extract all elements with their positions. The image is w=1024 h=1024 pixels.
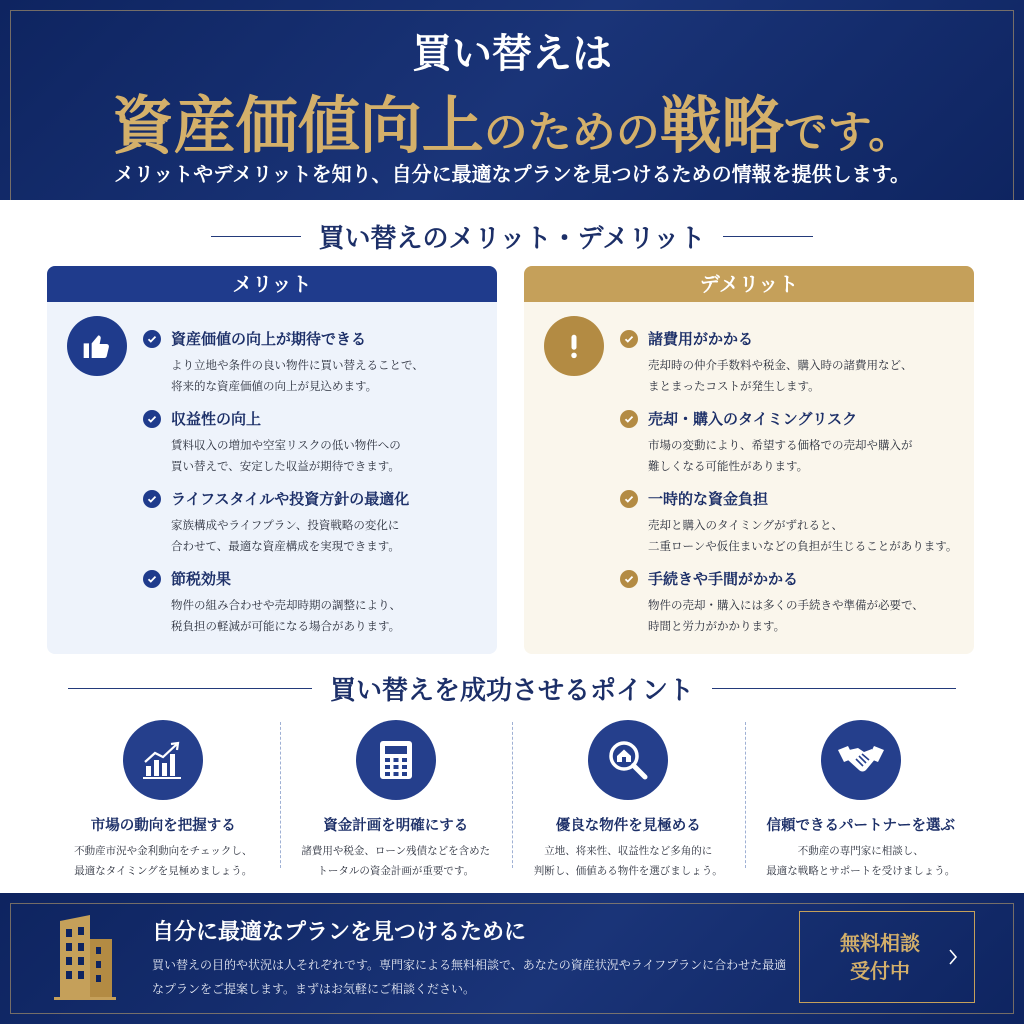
merit-panel: [47, 266, 497, 654]
thumbs-up-icon: [67, 316, 127, 376]
cta-line: 受付中: [850, 959, 910, 983]
exclamation-icon: [544, 316, 604, 376]
section-title: 買い替えを成功させるポイント: [329, 675, 694, 706]
point-desc: [512, 841, 745, 881]
demerit-item: [620, 328, 970, 397]
check-icon: [143, 330, 161, 348]
desc-line: 物件の組み合わせや売却時期の調整により、: [171, 598, 401, 612]
merit-item-desc: [171, 435, 493, 477]
demerit-item: [620, 488, 970, 557]
hero-subtitle: メリットやデメリットを知り、自分に最適なプランを見つけるための情報を提供します。: [114, 162, 910, 186]
point-title: 優良な物件を見極める: [555, 818, 701, 834]
hero-title-line1: 買い替えは: [412, 30, 612, 77]
building-icon: [46, 913, 118, 1005]
desc-line: 判断し、価値ある物件を選びましょう。: [533, 865, 723, 877]
desc-line: より立地や条件の良い物件に買い替えることで、: [171, 358, 424, 372]
desc-line: 二重ローンや仮住まいなどの負担が生じることがあります。: [648, 539, 958, 553]
section-heading-points: [0, 670, 1024, 706]
desc-line: 税負担の軽減が可能になる場合があります。: [171, 619, 401, 633]
demerit-item: [620, 408, 970, 477]
point-title: 市場の動向を把握する: [90, 818, 236, 834]
section-heading-merit-demerit: [0, 218, 1024, 254]
bar-chart-icon: [123, 720, 203, 800]
desc-line: 最適な戦略とサポートを受けましょう。: [766, 865, 956, 877]
desc-line: まとまったコストが発生します。: [648, 379, 820, 393]
desc-line: 市場の変動により、希望する価格での売却や購入が: [648, 438, 913, 452]
demerit-item-title-row: [620, 328, 970, 349]
desc-line: 時間と労力がかかります。: [648, 619, 786, 633]
calculator-icon: [356, 720, 436, 800]
merit-item-title: 資産価値の向上が期待できる: [171, 330, 367, 348]
point-title: 信頼できるパートナーを選ぶ: [766, 818, 955, 834]
check-icon: [620, 490, 638, 508]
point-title: 資金計画を明確にする: [323, 818, 469, 834]
check-icon: [620, 410, 638, 428]
handshake-icon: [821, 720, 901, 800]
desc-line: 売却時の仲介手数料や税金、購入時の諸費用など、: [648, 358, 913, 372]
cta-line: 無料相談: [840, 931, 920, 955]
merit-item: [143, 488, 493, 557]
hero-title-part: のための: [483, 107, 660, 158]
footer-title: 自分に最適なプランを見つけるために: [152, 920, 527, 945]
cta-label: [830, 929, 930, 985]
merit-item-title-row: [143, 408, 493, 429]
demerit-item-title: 一時的な資金負担: [648, 490, 769, 508]
desc-line: 最適なタイミングを見極めましょう。: [74, 865, 253, 877]
merit-heading: メリット: [47, 266, 497, 302]
heading-rule: [712, 688, 956, 689]
check-icon: [143, 490, 161, 508]
point-desc: [47, 841, 280, 881]
merit-item-title-row: [143, 568, 493, 589]
demerit-item-desc: [648, 435, 970, 477]
demerit-item-title-row: [620, 568, 970, 589]
merit-item-desc: [171, 355, 493, 397]
demerit-item-desc: [648, 515, 970, 557]
demerit-heading: デメリット: [524, 266, 974, 302]
free-consultation-button[interactable]: [799, 911, 975, 1003]
demerit-item-title: 諸費用がかかる: [648, 330, 754, 348]
merit-item-title: 節税効果: [171, 570, 232, 588]
demerit-item-desc: [648, 355, 970, 397]
desc-line: 買い替えで、安定した収益が期待できます。: [171, 459, 400, 473]
demerit-item-title: 売却・購入のタイミングリスク: [648, 410, 858, 428]
heading-rule: [68, 688, 312, 689]
merit-item-title: ライフスタイルや投資方針の最適化: [171, 490, 410, 508]
merit-item: [143, 328, 493, 397]
demerit-item-title: 手続きや手間がかかる: [648, 570, 799, 588]
desc-line: 難しくなる可能性があります。: [648, 459, 809, 473]
demerit-item-title-row: [620, 408, 970, 429]
demerit-item-title-row: [620, 488, 970, 509]
demerit-item-desc: [648, 595, 970, 637]
demerit-panel: [524, 266, 974, 654]
merit-item-desc: [171, 595, 493, 637]
desc-line: 将来的な資産価値の向上が見込めます。: [171, 379, 378, 393]
desc-line: トータルの資金計画が重要です。: [317, 865, 475, 877]
heading-rule: [723, 236, 813, 237]
house-magnifier-icon: [588, 720, 668, 800]
check-icon: [620, 330, 638, 348]
desc-line: 家族構成やライフプラン、投資戦略の変化に: [171, 518, 400, 532]
heading-rule: [211, 236, 301, 237]
section-title: 買い替えのメリット・デメリット: [318, 223, 706, 254]
footer-description: 買い替えの目的や状況は人それぞれです。専門家による無料相談で、あなたの資産状況やライフプランに合わせた最適なプランをご提案します。まずはお気軽にご相談ください。: [152, 958, 787, 996]
merit-item: [143, 408, 493, 477]
hero-title-part: 資産価値向上: [111, 89, 484, 162]
desc-line: 合わせて、最適な資産構成を実現できます。: [171, 539, 400, 553]
desc-line: 不動産市況や金利動向をチェックし、: [74, 845, 253, 857]
hero-title-part: です。: [783, 107, 913, 158]
desc-line: 不動産の専門家に相談し、: [797, 845, 924, 857]
success-points: [47, 716, 977, 876]
check-icon: [143, 570, 161, 588]
hero-title-line2: [0, 76, 1024, 165]
desc-line: 物件の売却・購入には多くの手続きや準備が必要で、: [648, 598, 924, 612]
point-desc: [745, 841, 978, 881]
merit-item: [143, 568, 493, 637]
point-card: [47, 716, 280, 876]
point-desc: [280, 841, 513, 881]
footer-banner: [0, 893, 1024, 1024]
demerit-item: [620, 568, 970, 637]
check-icon: [143, 410, 161, 428]
merit-item-title-row: [143, 328, 493, 349]
merit-item-title: 収益性の向上: [171, 410, 262, 428]
hero-title-part: 戦略: [659, 89, 784, 162]
merit-item-title-row: [143, 488, 493, 509]
chevron-right-icon: [948, 948, 958, 970]
desc-line: 諸費用や税金、ローン残債などを含めた: [301, 845, 491, 857]
point-card: [512, 716, 745, 876]
desc-line: 立地、将来性、収益性など多角的に: [544, 845, 713, 857]
point-card: [280, 716, 513, 876]
check-icon: [620, 570, 638, 588]
desc-line: 売却と購入のタイミングがずれると、: [648, 518, 844, 532]
desc-line: 賃料収入の増加や空室リスクの低い物件への: [171, 438, 401, 452]
hero-banner: [0, 0, 1024, 200]
merit-item-desc: [171, 515, 493, 557]
point-card: [745, 716, 978, 876]
